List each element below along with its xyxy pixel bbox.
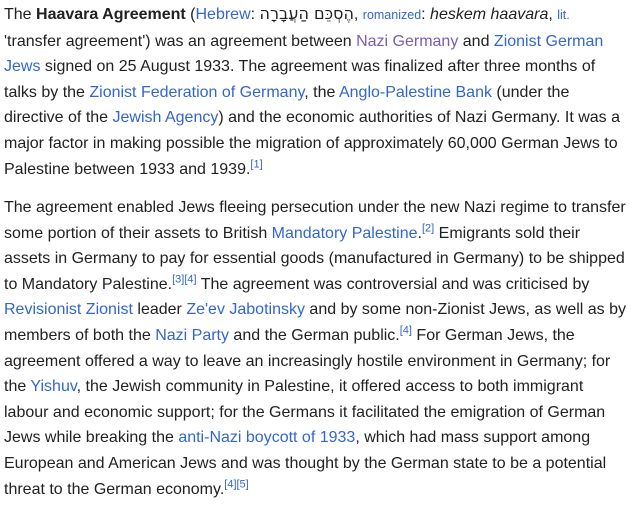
jewish-agency-link[interactable]: Jewish Agency	[112, 109, 219, 127]
text: ,	[353, 6, 363, 23]
text: ,	[548, 6, 558, 23]
paragraph-intro	[4, 1, 630, 182]
mandatory-palestine-link[interactable]: Mandatory Palestine	[271, 224, 418, 242]
zionist-german-jews-link[interactable]: Zionist German Jews	[4, 32, 604, 76]
text: and by some non-Zionist Jews, as well as by members of both the	[4, 301, 627, 344]
nazi-party-link[interactable]: Nazi Party	[155, 326, 229, 344]
text: signed on 25 August 1933. The agreement was finalized after three months of talks by the	[4, 58, 596, 101]
text: The agreement enabled Jews fleeing persecution under the new Nazi regime to transfer some portion of their assets to British	[4, 199, 626, 242]
text: (under the directive of the	[4, 83, 570, 127]
zionist-federation-link[interactable]: Zionist Federation of Germany	[89, 83, 305, 101]
text: , the Jewish community in Palestine, it offered access to both immigrant labour and economic support; for the Germans it facilitated the emigration of German Jews while breaking the	[4, 378, 606, 447]
anglo-palestine-bank-link[interactable]: Anglo-Palestine Bank	[338, 83, 492, 101]
hebrew-language-link[interactable]: Hebrew	[195, 6, 251, 23]
citation-ref[interactable]: [4]	[224, 478, 237, 491]
text: Emigrants sold their assets in Germany to pay for essential goods (manufactured in Germany) to be shipped to Mandatory Palestine.	[4, 224, 625, 293]
text: .	[417, 224, 422, 242]
text: , which had mass support among European and American Jews and was thought by the German state to be a potential threat to the German economy.	[4, 429, 607, 498]
revisionist-zionist-link[interactable]: Revisionist Zionist	[4, 301, 133, 319]
citation-ref[interactable]: [4]	[399, 324, 412, 337]
text: For German Jews, the agreement offered a way to leave an increasingly hostile environment in Germany; for the	[4, 326, 611, 396]
nazi-germany-link[interactable]: Nazi Germany	[356, 32, 459, 50]
citation-ref[interactable]: [4]	[184, 273, 197, 286]
text: , the	[304, 83, 339, 101]
citation-ref[interactable]: [5]	[236, 478, 249, 491]
text: The	[4, 6, 37, 23]
text: and	[458, 32, 494, 50]
hebrew-text: הֶסְכֵּם הַעֲבָרָה	[259, 4, 354, 23]
anti-nazi-boycott-link[interactable]: anti-Nazi boycott of 1933	[178, 429, 356, 447]
literal-translation-link[interactable]: lit.	[557, 8, 570, 22]
text: :	[250, 6, 260, 23]
citation-ref[interactable]: [1]	[250, 158, 263, 171]
text: :	[421, 6, 431, 23]
text: 'transfer agreement') was an agreement between	[4, 32, 357, 50]
jabotinsky-link[interactable]: Ze'ev Jabotinsky	[186, 301, 305, 319]
romanized-text: heskem haavara	[430, 6, 549, 23]
text: (	[185, 6, 196, 23]
romanized-link[interactable]: romanized	[362, 8, 422, 22]
citation-ref[interactable]: [3]	[172, 273, 185, 286]
text: leader	[132, 301, 187, 319]
article-title-bold: Haavara Agreement	[36, 6, 186, 23]
text: ) and the economic authorities of Nazi Germany. It was a major factor in making possible the migration of approximately 60,000 German Jews to Palestine between 1933 and 1939.	[4, 109, 621, 178]
paragraph-background	[4, 195, 630, 502]
yishuv-link[interactable]: Yishuv	[30, 378, 77, 396]
text: The agreement was controversial and was criticised by	[196, 275, 590, 293]
text: and the German public.	[228, 326, 400, 344]
citation-ref[interactable]: [2]	[421, 222, 435, 235]
